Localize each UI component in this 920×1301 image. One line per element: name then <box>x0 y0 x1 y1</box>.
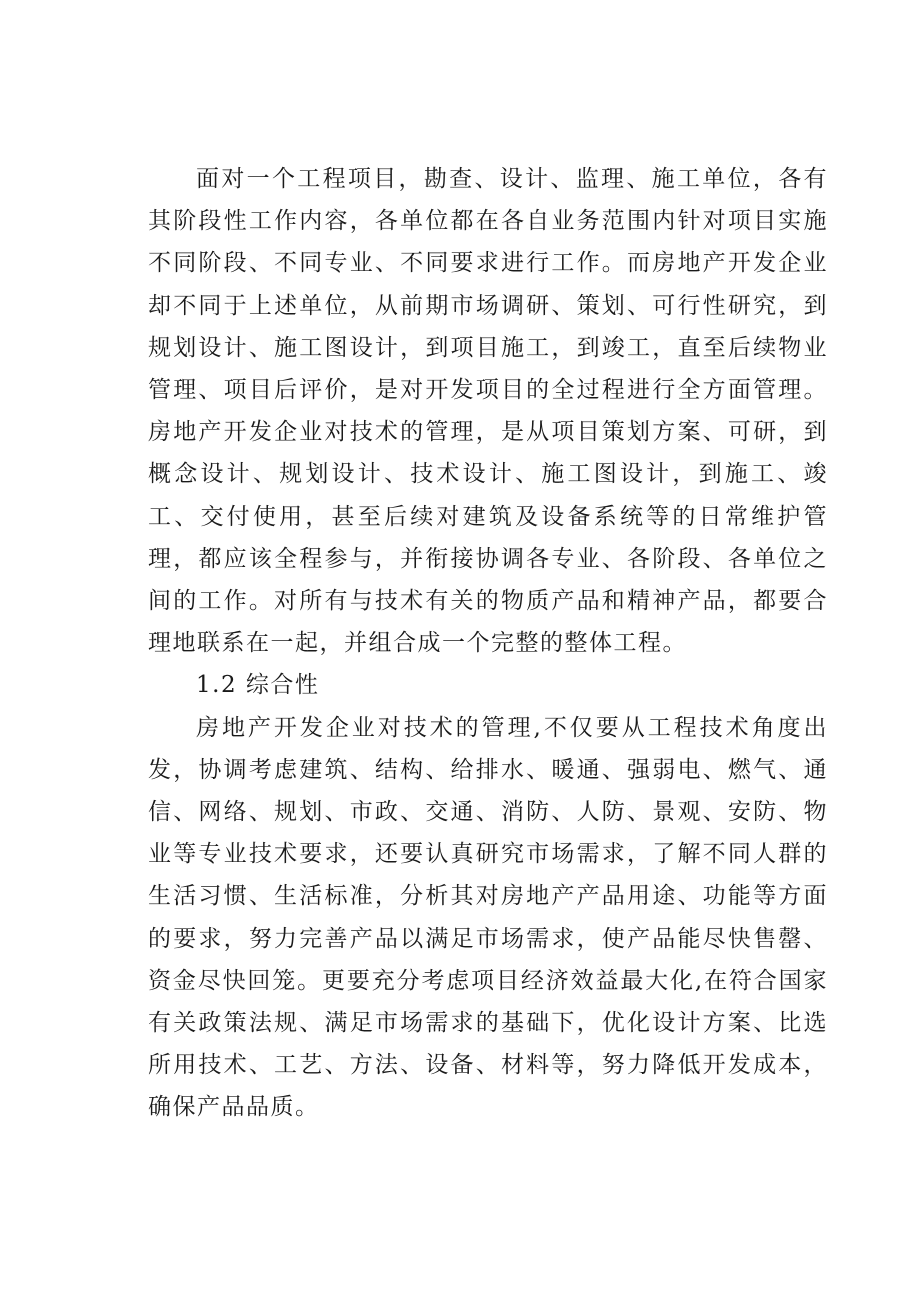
section-heading-comprehensiveness: 1.2 综合性 <box>196 672 320 699</box>
paragraph-project-management: 面对一个工程项目，勘查、设计、监理、施工单位，各有其阶段性工作内容，各单位都在各自业务范围内针对项目实施不同阶段、不同专业、不同要求进行工作。而房地产开发企业却不同于上述单位，从前期市场调研、策划、可行性研究，到规划设计、施工图设计，到项目施工，到竣工，直至后续物业管理、项目后评价，是对开发项目的全过程进行全方面管理。房地产开发企业对技术的管理，是从项目策划方案、可研，到概念设计、规划设计、技术设计、施工图设计，到施工、竣工、交付使用，甚至后续对建筑及设备系统等的日常维护管理，都应该全程参与，并衔接协调各专业、各阶段、各单位之间的工作。对所有与技术有关的物质产品和精神产品，都要合理地联系在一起，并组合成一个完整的整体工程。 <box>148 166 828 657</box>
paragraph-comprehensiveness: 房地产开发企业对技术的管理,不仅要从工程技术角度出发，协调考虑建筑、结构、给排水、暖通、强弱电、燃气、通信、网络、规划、市政、交通、消防、人防、景观、安防、物业等专业技术要求，还要认真研究市场需求，了解不同人群的生活习惯、生活标准，分析其对房地产产品用途、功能等方面的要求，努力完善产品以满足市场需求，使产品能尽快售罄、资金尽快回笼。更要充分考虑项目经济效益最大化,在符合国家有关政策法规、满足市场需求的基础下，优化设计方案、比选所用技术、工艺、方法、设备、材料等，努力降低开发成本，确保产品品质。 <box>148 714 828 1121</box>
document-body <box>148 158 828 1129</box>
